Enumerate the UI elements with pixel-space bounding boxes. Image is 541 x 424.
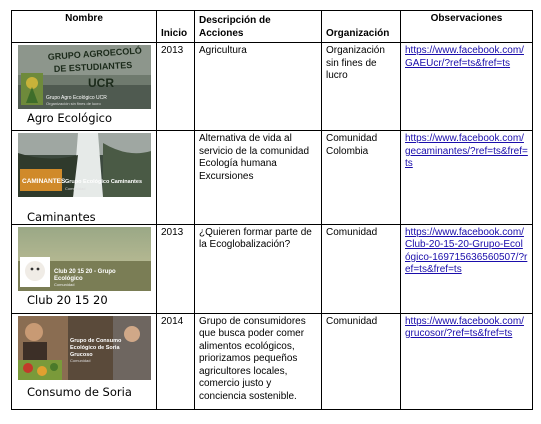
thumb-text: UCR <box>87 76 114 90</box>
facebook-link[interactable]: https://www.facebook.com/GAEUcr/?ref=ts&fref=ts <box>405 45 524 69</box>
descripcion-cell: Agricultura <box>195 43 322 131</box>
descripcion-cell: Grupo de consumidores que busca poder comer alimentos ecológicos, priorizamos pequeños agricultores locales, comercio justo y conciencia sostenible. <box>195 313 322 409</box>
inicio-cell: 2013 <box>157 224 195 313</box>
nombre-label: Agro Ecológico <box>27 111 113 125</box>
header-descripcion: Descripción de Acciones <box>195 11 322 43</box>
consumo-de-soria-thumbnail <box>18 316 151 380</box>
inicio-cell: 2013 <box>157 43 195 131</box>
header-inicio: Inicio <box>157 11 195 43</box>
thumb-text: CAMINANTES <box>21 178 65 185</box>
thumb-text: Comunidad <box>69 357 90 363</box>
facebook-link[interactable]: https://www.facebook.com/grucosor/?ref=ts&fref=ts <box>405 315 524 339</box>
nombre-cell <box>12 131 157 225</box>
thumb-text: Comunidad <box>53 281 74 287</box>
agro-ecologico-thumbnail <box>18 45 151 109</box>
thumb-text: Grupo de Consumo <box>69 337 121 344</box>
header-row <box>12 11 533 43</box>
descripcion-cell: Alternativa de vida al servicio de la comunidad Ecología humana Excursiones <box>195 131 322 225</box>
thumb-text: DE ESTUDIANTES <box>53 59 133 74</box>
inicio-cell <box>157 131 195 225</box>
descripcion-cell: ¿Quieren formar parte de la Ecoglobalización? <box>195 224 322 313</box>
header-observaciones: Observaciones <box>401 11 533 43</box>
observaciones-cell <box>401 224 533 313</box>
nombre-label: Consumo de Soria <box>27 384 132 399</box>
table-row <box>12 43 533 131</box>
nombre-label: Club 20 15 20 <box>27 292 108 307</box>
organizacion-cell: Comunidad <box>322 224 401 313</box>
organizacion-cell: Organización sin fines de lucro <box>322 43 401 131</box>
thumb-text: Ecológico <box>53 275 83 282</box>
inicio-cell: 2014 <box>157 313 195 409</box>
header-organizacion: Organización <box>322 11 401 43</box>
observaciones-cell <box>401 43 533 131</box>
thumb-text: Grupo Agro Ecológico UCR <box>45 95 107 101</box>
caminantes-thumbnail <box>18 133 151 197</box>
table-row <box>12 224 533 313</box>
thumb-text: Club 20 15 20 - Grupo <box>53 268 116 275</box>
observaciones-cell <box>401 131 533 225</box>
thumb-text: Ecológico de Soria <box>69 344 120 351</box>
thumb-text: GRUPO AGROECOLÓ <box>46 45 142 62</box>
nombre-cell <box>12 43 157 131</box>
table-row <box>12 313 533 409</box>
groups-table <box>11 10 533 410</box>
organizacion-cell: Comunidad <box>322 313 401 409</box>
table-row <box>12 131 533 225</box>
nombre-label: Caminantes <box>27 210 96 224</box>
nombre-cell <box>12 313 157 409</box>
thumb-text: Comunidad <box>64 186 85 191</box>
thumb-text: Organización sin fines de lucro <box>45 101 101 106</box>
thumb-text: Grupo Ecológico Caminantes <box>64 179 142 185</box>
header-nombre: Nombre <box>12 11 157 43</box>
organizacion-cell: Comunidad Colombia <box>322 131 401 225</box>
club-20-15-20-thumbnail <box>18 227 151 291</box>
thumb-text: Grucoso <box>69 351 93 358</box>
facebook-link[interactable]: https://www.facebook.com/gecaminantes/?ref=ts&fref=ts <box>405 133 528 169</box>
facebook-link[interactable]: https://www.facebook.com/Club-20-15-20-Grupo-Ecológico-169715636560507/?ref=ts&fref=ts <box>405 226 528 275</box>
observaciones-cell <box>401 313 533 409</box>
nombre-cell <box>12 224 157 313</box>
